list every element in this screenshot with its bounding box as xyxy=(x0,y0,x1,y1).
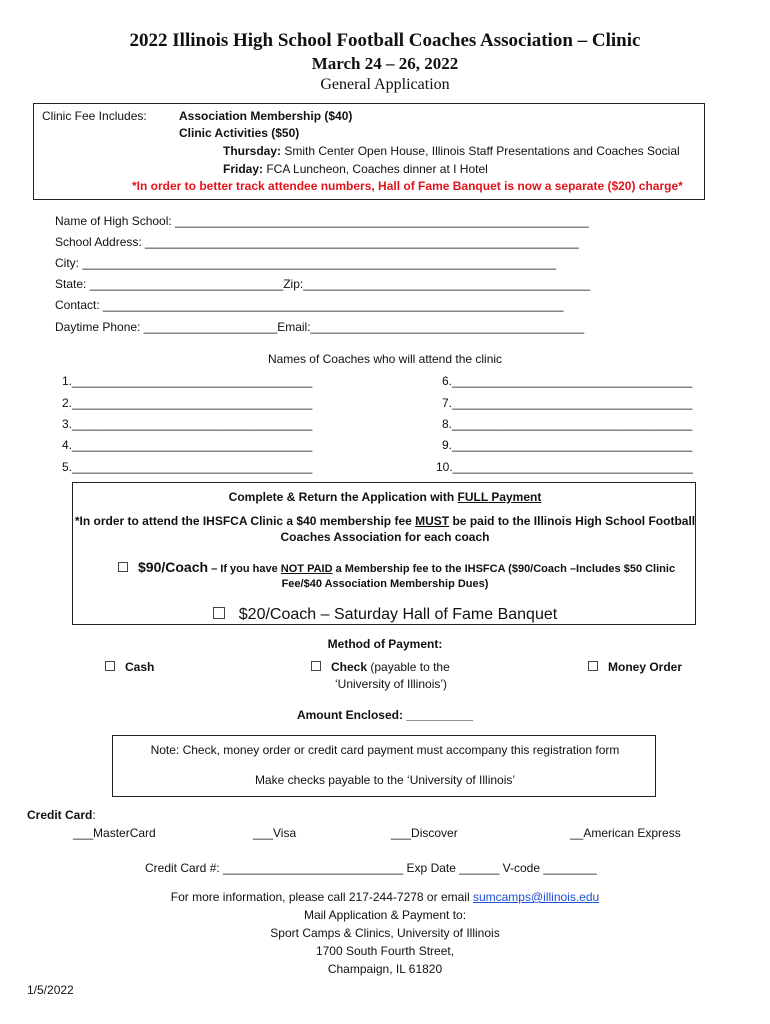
coach-line-3[interactable]: 3.____________________________________ xyxy=(62,417,313,431)
option-90-line2: Fee/$40 Association Membership Dues) xyxy=(281,578,489,590)
option-90-row xyxy=(118,559,675,575)
check-label: Check xyxy=(331,660,368,674)
membership-requirement-line2: Coaches Association for each coach xyxy=(280,530,490,544)
note-line-1: Note: Check, money order or credit card payment must accompany this registration form xyxy=(150,743,620,757)
thursday-text: Smith Center Open House, Illinois Staff Presentations and Coaches Social xyxy=(281,144,680,158)
cash-label: Cash xyxy=(125,660,155,674)
coach-line-1[interactable]: 1.____________________________________ xyxy=(62,374,313,388)
note-line-2: Make checks payable to the ‘University of Illinois’ xyxy=(254,773,516,787)
mail-city: Champaign, IL 61820 xyxy=(327,962,443,976)
method-money-order[interactable] xyxy=(588,660,682,674)
method-cash[interactable] xyxy=(105,660,154,674)
method-check[interactable] xyxy=(311,660,450,674)
fee-label: Clinic Fee Includes: xyxy=(42,109,147,123)
fee-thursday xyxy=(223,144,680,158)
fee-activities: Clinic Activities ($50) xyxy=(179,126,300,140)
cc-mastercard[interactable]: ___MasterCard xyxy=(73,826,156,840)
cc-amex[interactable]: __American Express xyxy=(570,826,681,840)
check-checkbox[interactable] xyxy=(311,661,321,671)
method-heading: Method of Payment: xyxy=(327,637,443,651)
membership-requirement xyxy=(0,514,770,528)
field-school-address[interactable]: School Address: _________________________________________________________________ xyxy=(55,235,579,249)
option-90-checkbox[interactable] xyxy=(118,562,128,572)
heading-prefix: Complete & Return the Application with xyxy=(228,490,458,504)
mail-line: Mail Application & Payment to: xyxy=(303,908,467,922)
option-20-checkbox[interactable] xyxy=(213,607,225,619)
req-prefix: *In order to attend the IHSFCA Clinic a $40 membership fee xyxy=(74,514,416,528)
email-link[interactable]: sumcamps@illinois.edu xyxy=(472,890,600,904)
coach-line-2[interactable]: 2.____________________________________ xyxy=(62,396,313,410)
coach-line-6[interactable]: 6.____________________________________ xyxy=(442,374,693,388)
cc-colon: : xyxy=(92,808,96,822)
money-order-checkbox[interactable] xyxy=(588,661,598,671)
field-school-name[interactable]: Name of High School: ______________________________________________________________ xyxy=(55,214,589,228)
option-90-not-paid: NOT PAID xyxy=(280,563,333,575)
cc-discover[interactable]: ___Discover xyxy=(391,826,458,840)
thursday-label: Thursday: xyxy=(223,144,282,158)
page-title: 2022 Illinois High School Football Coaches Association – Clinic xyxy=(129,30,641,51)
info-line xyxy=(0,890,770,904)
payment-box-heading xyxy=(0,490,770,504)
clinic-dates: March 24 – 26, 2022 xyxy=(311,54,459,73)
field-contact[interactable]: Contact: _____________________________________________________________________ xyxy=(55,298,564,312)
money-order-label: Money Order xyxy=(608,660,683,674)
coach-line-4[interactable]: 4.____________________________________ xyxy=(62,438,313,452)
option-90-price: $90/Coach xyxy=(138,559,209,575)
page-subtitle: General Application xyxy=(320,76,450,93)
friday-text: FCA Luncheon, Coaches dinner at I Hotel xyxy=(263,162,488,176)
cc-number-line[interactable]: Credit Card #: ___________________________ Exp Date ______ V-code ________ xyxy=(145,861,597,875)
cc-visa[interactable]: ___Visa xyxy=(253,826,297,840)
coach-line-9[interactable]: 9.____________________________________ xyxy=(442,438,693,452)
credit-card-label xyxy=(27,808,96,822)
option-20-row xyxy=(0,606,770,624)
req-must: MUST xyxy=(415,514,450,528)
field-phone-email[interactable]: Daytime Phone: ____________________Email:_________________________________________ xyxy=(55,320,585,334)
cash-checkbox[interactable] xyxy=(105,661,115,671)
coach-line-5[interactable]: 5.____________________________________ xyxy=(62,460,313,474)
friday-label: Friday: xyxy=(223,162,264,176)
option-90-post: a Membership fee to the IHSFCA ($90/Coach –Includes $50 Clinic xyxy=(332,563,676,575)
coach-line-8[interactable]: 8.____________________________________ xyxy=(442,417,693,431)
banquet-note: *In order to better track attendee numbers, Hall of Fame Banquet is now a separate ($20) charge* xyxy=(132,179,683,193)
req-suffix: be paid to the Illinois High School Football xyxy=(449,514,696,528)
document-date: 1/5/2022 xyxy=(27,983,74,997)
check-note: (payable to the xyxy=(367,660,450,674)
mail-org: Sport Camps & Clinics, University of Illinois xyxy=(270,926,500,940)
option-20-label: $20/Coach – Saturday Hall of Fame Banquet xyxy=(238,606,558,623)
check-note-line2: ‘University of Illinois’) xyxy=(335,677,448,691)
fee-friday xyxy=(223,162,488,176)
mail-street: 1700 South Fourth Street, xyxy=(315,944,455,958)
fee-membership: Association Membership ($40) xyxy=(179,109,353,123)
field-state-zip[interactable]: State: _____________________________Zip:___________________________________________ xyxy=(55,277,591,291)
coach-line-7[interactable]: 7.____________________________________ xyxy=(442,396,693,410)
heading-full-payment: FULL Payment xyxy=(457,490,542,504)
coach-line-10[interactable]: 10.____________________________________ xyxy=(436,460,693,474)
cc-label: Credit Card xyxy=(27,808,93,822)
amount-enclosed[interactable]: Amount Enclosed: __________ xyxy=(296,708,474,722)
info-prefix: For more information, please call 217-244-7278 or email xyxy=(170,890,473,904)
coaches-heading: Names of Coaches who will attend the clinic xyxy=(267,352,503,366)
option-90-pre: – If you have xyxy=(208,563,281,575)
field-city[interactable]: City: _______________________________________________________________________ xyxy=(55,256,557,270)
